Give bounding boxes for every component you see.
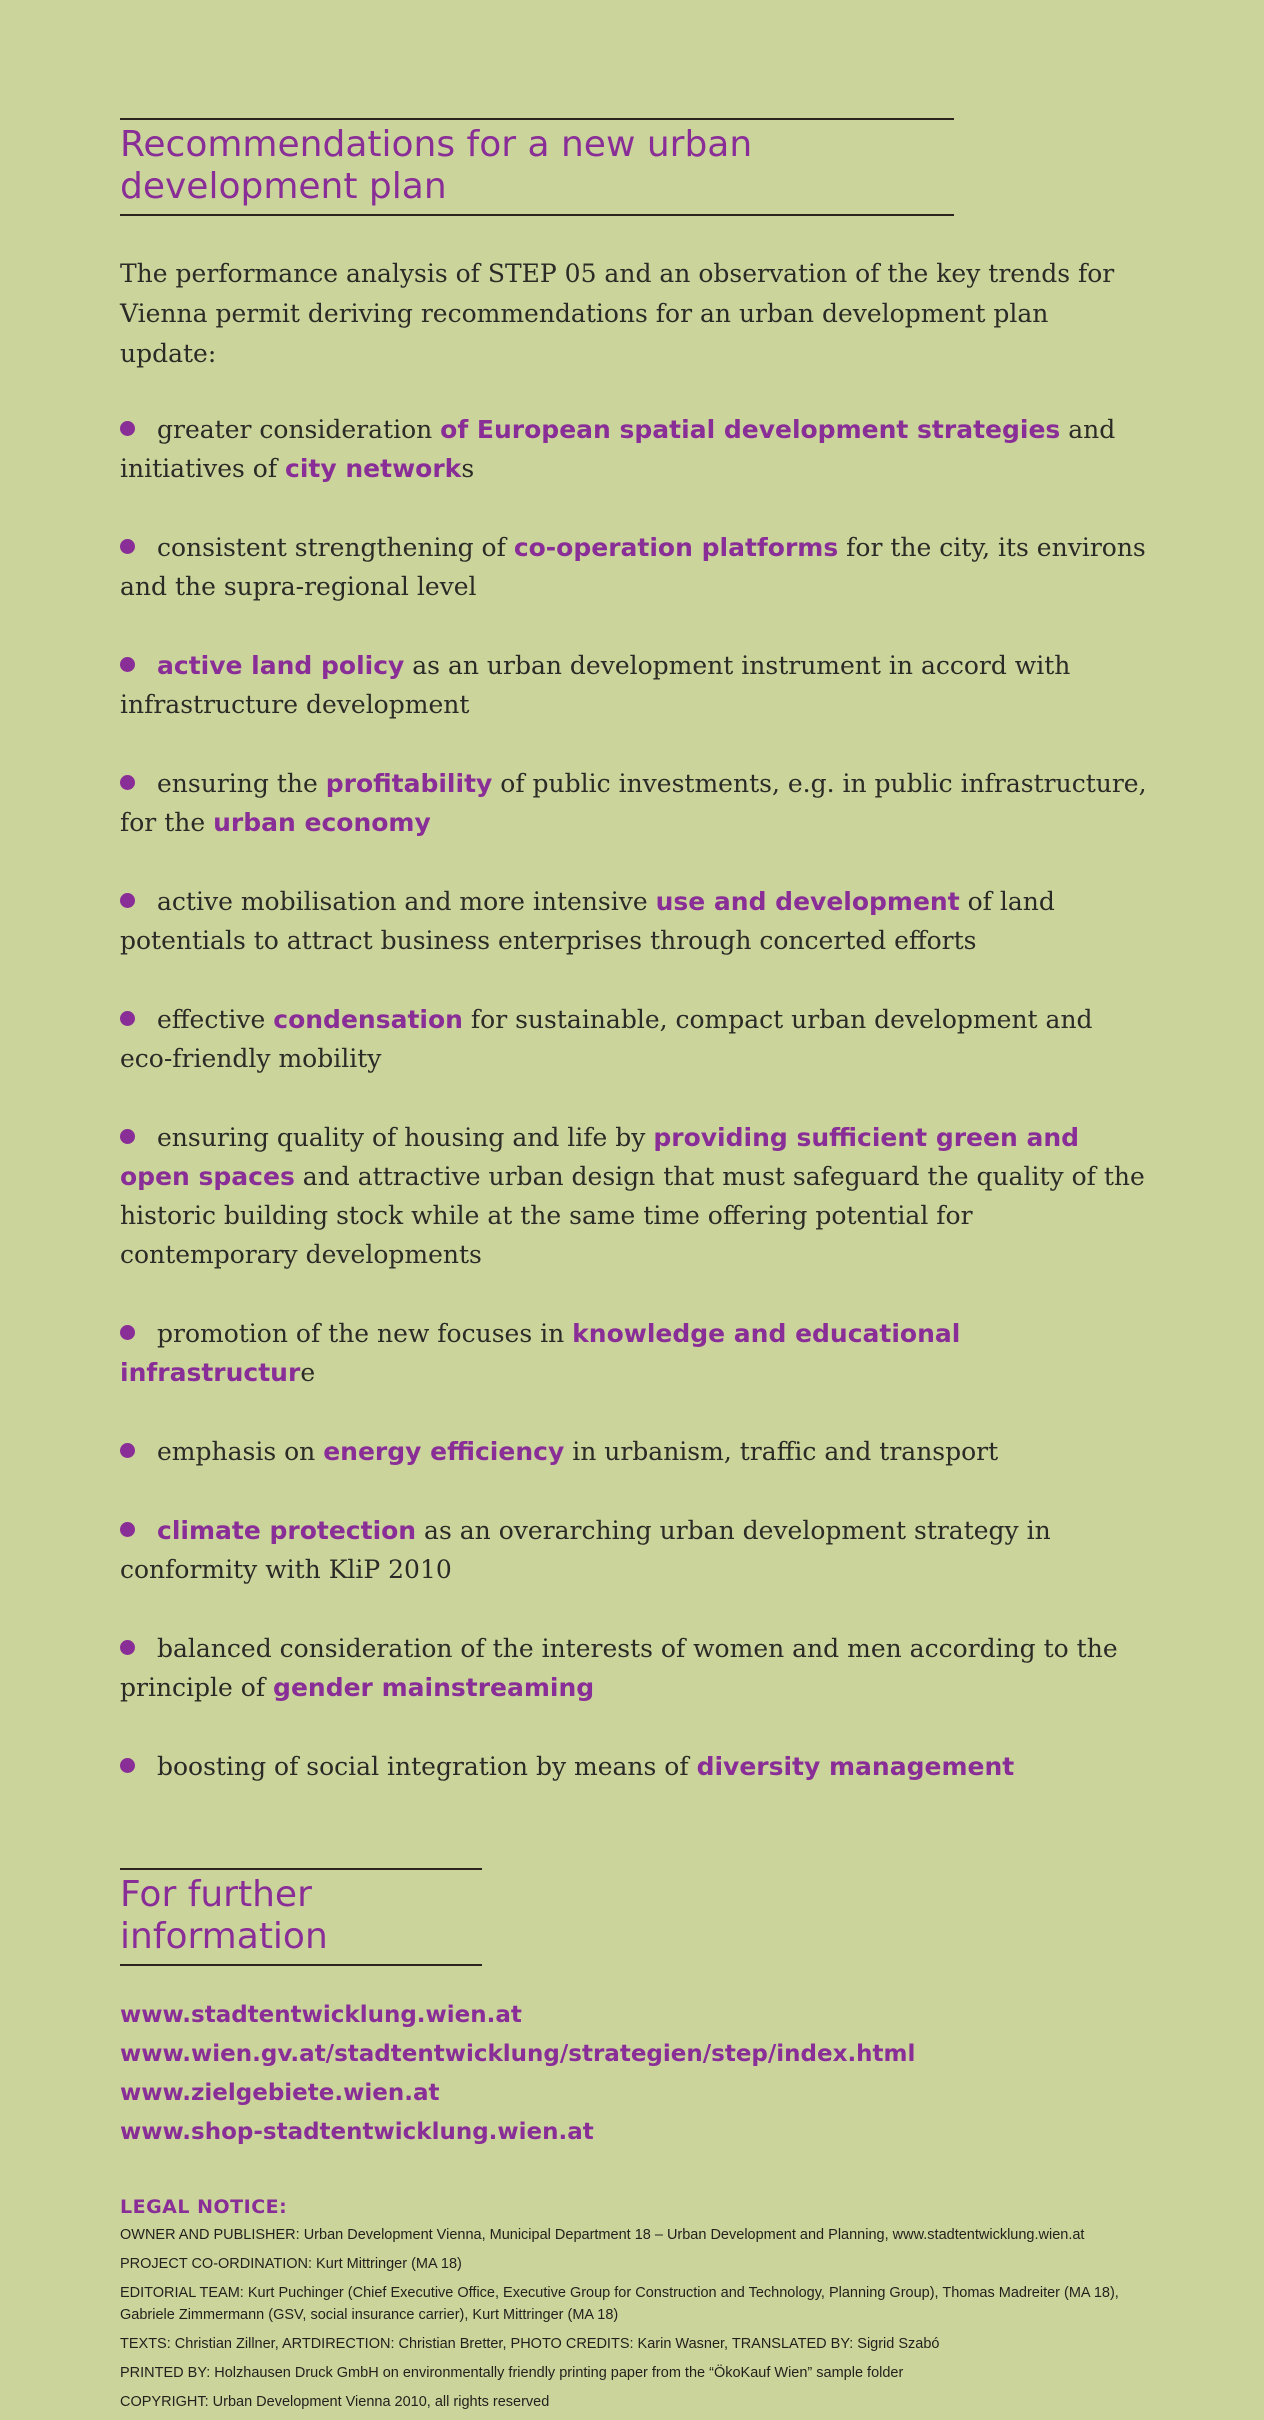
bullet-icon: [120, 421, 135, 436]
recommendation-text: and initiatives of: [120, 415, 1116, 483]
highlight-term: providing sufficient green and open spaces: [120, 1123, 1080, 1191]
highlight-term: city network: [285, 454, 462, 483]
highlight-term: urban economy: [213, 808, 431, 837]
bullet-icon: [120, 1640, 135, 1655]
legal-owner: OWNER AND PUBLISHER: Urban Development Vienna, Municipal Department 18 – Urban Development and Planning, www.stadtentwicklung.wien.at: [120, 2227, 1085, 2243]
highlight-term: energy efficiency: [323, 1437, 565, 1466]
highlight-term: condensation: [273, 1005, 463, 1034]
recommendation-text: and attractive urban design that must safeguard the quality of the historic building stock while at the same time offering potential for contemporary developments: [120, 1162, 1145, 1269]
bullet-icon: [120, 1011, 135, 1026]
link-stadtentwicklung[interactable]: www.stadtentwicklung.wien.at: [120, 2002, 522, 2028]
recommendation-item: [120, 1747, 1150, 1786]
bullet-icon: [120, 775, 135, 790]
recommendation-item: [120, 764, 1150, 842]
highlight-term: diversity management: [696, 1752, 1015, 1781]
bullet-icon: [120, 1129, 135, 1144]
legal-heading: LEGAL NOTICE:: [120, 2196, 288, 2218]
recommendation-text: ensuring quality of housing and life by: [157, 1123, 654, 1152]
highlight-term: use and development: [655, 887, 960, 916]
recommendation-text: active mobilisation and more intensive: [157, 887, 656, 916]
recommendation-text: for the city, its environs and the supra-regional level: [120, 533, 1146, 601]
recommendation-item: [120, 1432, 1150, 1471]
bullet-icon: [120, 1325, 135, 1340]
bullet-icon: [120, 539, 135, 554]
legal-editorial: EDITORIAL TEAM: Kurt Puchinger (Chief Executive Office, Executive Group for Construction and Technology, Planning Group), Thomas Madreiter (MA 18), Gabriele Zimmermann (GSV, social insurance carrier), Kurt Mittringer (MA 18): [120, 2285, 1119, 2323]
recommendation-text: of land potentials to attract business enterprises through concerted efforts: [120, 887, 1055, 955]
legal-printed: PRINTED BY: Holzhausen Druck GmbH on environmentally friendly printing paper from the “ÖkoKauf Wien” sample folder: [120, 2365, 904, 2381]
highlight-term: climate protection: [157, 1516, 417, 1545]
recommendation-item: [120, 1511, 1150, 1589]
bullet-icon: [120, 657, 135, 672]
bullet-icon: [120, 1443, 135, 1458]
recommendation-item: [120, 646, 1150, 724]
recommendation-text: effective: [157, 1005, 274, 1034]
recommendation-text: emphasis on: [157, 1437, 324, 1466]
legal-copyright: COPYRIGHT: Urban Development Vienna 2010, all rights reserved: [120, 2394, 550, 2410]
recommendation-text: promotion of the new focuses in: [157, 1319, 573, 1348]
recommendation-item: [120, 1000, 1150, 1078]
recommendation-text: greater consideration: [157, 415, 441, 444]
legal-credits: TEXTS: Christian Zillner, ARTDIRECTION: Christian Bretter, PHOTO CREDITS: Karin Wasner, TRANSLATED BY: Sigrid Szabó: [120, 2336, 940, 2352]
recommendation-item: [120, 882, 1150, 960]
link-step-index[interactable]: www.wien.gv.at/stadtentwicklung/strategien/step/index.html: [120, 2041, 916, 2067]
bullet-icon: [120, 893, 135, 908]
recommendation-text: for sustainable, compact urban development and eco-friendly mobility: [120, 1005, 1093, 1073]
highlight-term: co-operation platforms: [513, 533, 839, 562]
highlight-term: of European spatial development strategies: [440, 415, 1061, 444]
highlight-term: profitability: [325, 769, 493, 798]
further-info-title: For further information: [120, 1868, 482, 1966]
recommendation-text: balanced consideration of the interests of women and men according to the principle of: [120, 1634, 1118, 1702]
recommendation-item: [120, 410, 1150, 488]
legal-notice: [120, 2196, 1150, 2413]
legal-coordination: PROJECT CO-ORDINATION: Kurt Mittringer (MA 18): [120, 2256, 462, 2272]
recommendation-item: [120, 528, 1150, 606]
recommendation-item: [120, 1629, 1150, 1707]
recommendation-text: in urbanism, traffic and transport: [564, 1437, 999, 1466]
recommendation-text: as an overarching urban development strategy in conformity with KliP 2010: [120, 1516, 1051, 1584]
recommendation-text: consistent strengthening of: [157, 533, 514, 562]
further-info-section: [120, 1826, 1150, 2152]
recommendation-item: [120, 1118, 1150, 1274]
highlight-term: knowledge and educational infrastructur: [120, 1319, 961, 1387]
recommendation-text: s: [461, 454, 475, 483]
recommendations-list: [120, 410, 1150, 1786]
recommendation-text: e: [300, 1358, 316, 1387]
link-zielgebiete[interactable]: www.zielgebiete.wien.at: [120, 2080, 440, 2106]
intro-paragraph: The performance analysis of STEP 05 and an observation of the key trends for Vienna permit deriving recommendations for an urban development plan update:: [120, 259, 1115, 368]
bullet-icon: [120, 1522, 135, 1537]
recommendation-text: of public investments, e.g. in public infrastructure, for the: [120, 769, 1147, 837]
page-title: Recommendations for a new urban development plan: [120, 118, 954, 216]
recommendation-text: as an urban development instrument in accord with infrastructure development: [120, 651, 1071, 719]
recommendation-item: [120, 1314, 1150, 1392]
bullet-icon: [120, 1758, 135, 1773]
recommendation-text: boosting of social integration by means of: [157, 1752, 697, 1781]
content: [120, 118, 1150, 2420]
links-list: [120, 1996, 1150, 2152]
recommendation-text: ensuring the: [157, 769, 326, 798]
link-shop[interactable]: www.shop-stadtentwicklung.wien.at: [120, 2119, 594, 2145]
highlight-term: gender mainstreaming: [273, 1673, 595, 1702]
highlight-term: active land policy: [157, 651, 405, 680]
